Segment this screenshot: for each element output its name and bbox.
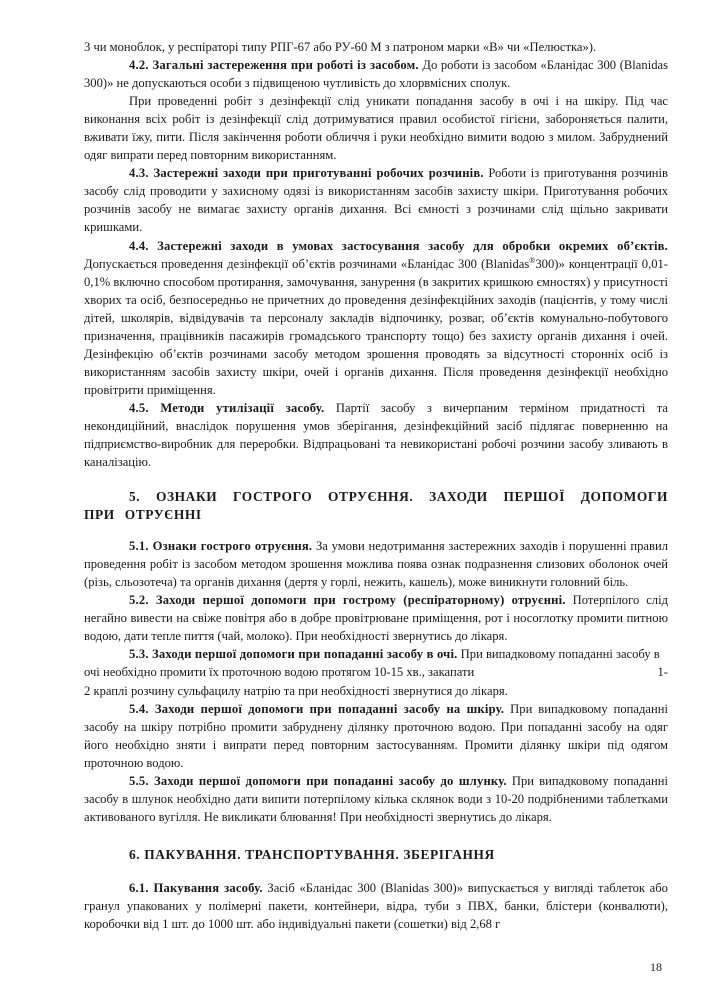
paragraph-text: До роботи із засобом «Бланідас 300 (Blanidas 300)» не допускаються особи з підвищеною чутливість до хлорвмісних сполук.: [84, 58, 668, 91]
registered-mark: ®: [529, 255, 536, 265]
paragraph-text: Засіб «Бланідас 300 (Blanidas 300)» випускається у вигляді таблеток або гранул упакованих у полімерні пакети, контейнери, відра, туби з ПВХ, банки, блістери (конвалюти), коробочки від 1 шт. до 1000 шт. або індивідуальні пакети (сошетки) від 2,68 г: [84, 880, 668, 931]
paragraph-text-right: 1-: [657, 665, 668, 680]
document-page: [84, 38, 668, 933]
paragraph-continuation: [84, 38, 668, 56]
paragraph-5-5: [84, 772, 668, 826]
paragraph-5-1: [84, 537, 668, 591]
paragraph-5-3: [84, 645, 668, 681]
subsection-heading-5-2: 5.2. Заходи першої допомоги при гострому (респіраторному) отруєнні.: [129, 593, 566, 608]
paragraph-4-5: [84, 399, 668, 471]
paragraph-text: Партії засобу з вичерпаним терміном придатності та некондиційний, внаслідок порушення умов зберігання, дезінфекційний засіб підлягає поверненню на підприємство-виробник для переробки. Відпрацьовані та невикористані робочі розчини засобу зливають в каналізацію.: [84, 400, 669, 470]
page-number: 18: [650, 960, 662, 974]
paragraph-text: Роботи із приготування розчинів засобу слід проводити у захисному одязі із використанням засобів захисту шкіри. Приготування робочих розчинів засобу не вимагає захисту органів дихання. Всі ємності з розчинами слід щільно закривати кришками.: [84, 166, 668, 235]
paragraph-text: 3 чи моноблок, у респіраторі типу РПГ-67 або РУ-60 М з патроном марки «В» чи «Пелюстка»).: [84, 40, 597, 54]
subsection-heading-5-5: 5.5. Заходи першої допомоги при попаданні засобу до шлунку.: [129, 773, 507, 788]
subsection-heading-5-4: 5.4. Заходи першої допомоги при попаданні засобу на шкіру.: [129, 701, 505, 716]
section-heading-6: 6. ПАКУВАННЯ. ТРАНСПОРТУВАННЯ. ЗБЕРІГАННЯ: [129, 846, 495, 862]
subsection-heading-4-2: 4.2. Загальні застереження при роботі із засобом.: [129, 58, 419, 73]
paragraph-4-4: [84, 237, 668, 399]
paragraph-text: При випадковому попаданні засобу на шкіру потрібно промити забруднену ділянку проточною водою. При попаданні засобу на одяг його необхідно зняти і випрати перед повторним застосуванням. Промити ділянку шкіри під одягом проточною водою.: [84, 701, 668, 770]
paragraph-text: При випадковому попаданні засобу в очі необхідно промити їх проточною водою протягом 10-15 хв., закапати: [84, 647, 660, 680]
paragraph-5-3-continuation: [84, 682, 668, 700]
subsection-heading-5-1: 5.1. Ознаки гострого отруєння.: [129, 539, 313, 554]
subsection-heading-4-4: 4.4. Застережні заходи в умовах застосування засобу для обробки окремих об’єктів.: [129, 238, 668, 253]
section-heading-5: 5. ОЗНАКИ ГОСТРОГО ОТРУЄННЯ. ЗАХОДИ ПЕРШОЇ ДОПОМОГИ ПРИ ОТРУЄННІ: [84, 489, 668, 523]
paragraph-text: 300)» концентрації 0,01-0,1% включно способом протирання, замочування, занурення (в закритих кришкою ємностях) у присутності хворих та осіб, безпосередньо не причетних до проведення дезінфекційних заходів (пацієнтів, у тому числі дітей, школярів, відвідувачів та персоналу закладів відпочинку, розваг, об’єктів комунально-побутового призначення, працівників пасажирів громадського транспорту тощо) без захисту органів дихання і очей. Дезінфекцію об’єктів розчинами засобу методом зрошення проводять за відсутності сторонніх осіб із використанням засобів захисту шкіри, очей і органів дихання. Після проведення дезінфекції необхідно провітрити приміщення.: [84, 256, 668, 397]
subsection-heading-4-3: 4.3. Застережні заходи при приготуванні робочих розчинів.: [129, 166, 484, 181]
paragraph-text: Потерпілого слід негайно вивести на свіже повітря або в добре провітрюване приміщення, рот і носоглотку промити питною водою, дати тепле пиття (чай, молоко). При необхідності звернутись до лікаря.: [84, 593, 668, 644]
paragraph-4-3: [84, 164, 668, 236]
paragraph-text: 2 краплі розчину сульфацилу натрію та при необхідності звернутися до лікаря.: [84, 683, 508, 698]
subsection-heading-5-3: 5.3. Заходи першої допомоги при попаданні засобу в очі.: [129, 647, 458, 662]
subsection-heading-6-1: 6.1. Пакування засобу.: [129, 880, 263, 895]
paragraph-5-4: [84, 700, 668, 772]
paragraph-4-2: [84, 56, 668, 92]
paragraph-4-2-hygiene: [84, 92, 668, 164]
paragraph-6-1: [84, 879, 668, 933]
paragraph-text: За умови недотримання застережних заходів і порушенні правил проведення робіт із засобом методом зрошення можлива поява ознак подразнення слизових оболонок очей (різь, сльозотеча) та органів дихання (дертя у горлі, нежить, кашель), може виникнути головний біль.: [84, 539, 668, 590]
paragraph-text: При проведенні робіт з дезінфекції слід уникати попадання засобу в очі і на шкіру. Під час виконання всіх робіт із дезінфекції слід дотримуватися правил особистої гігієни, забороняється палити, вживати їжу, пити. Після закінчення роботи обличчя і руки необхідно вимити водою з милом. Забруднений одяг випрати перед повторним використанням.: [84, 94, 668, 163]
paragraph-5-2: [84, 591, 668, 645]
subsection-heading-4-5: 4.5. Методи утилізації засобу.: [129, 400, 325, 415]
paragraph-text: Допускається проведення дезінфекції об’єктів розчинами «Бланідас 300 (Blanidas: [84, 256, 530, 271]
paragraph-text: При випадковому попаданні засобу в шлунок необхідно дати випити потерпілому кілька склянок води з 10-20 подрібненими таблетками активованого вугілля. Не викликати блювання! При необхідності звернутись до лікаря.: [84, 773, 669, 824]
